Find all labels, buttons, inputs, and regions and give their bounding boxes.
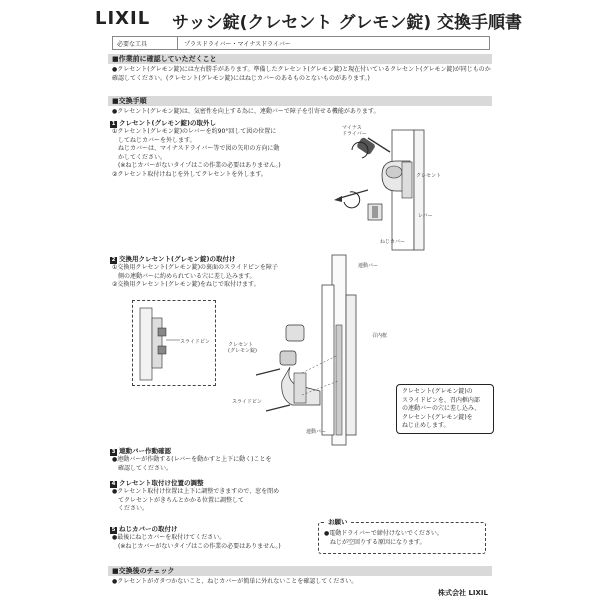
section-check-text: ●クレセントがガタつかないこと、ねじカバーが簡単に外れないことを確認してください。	[112, 578, 358, 585]
step5-number: 5	[111, 527, 116, 533]
step3-title-text: 連動バー作動確認	[119, 447, 171, 455]
footer-company: 株式会社 LIXIL	[438, 589, 488, 597]
step1-title	[110, 118, 216, 128]
tools-label: 必要な工具	[113, 37, 178, 49]
step1-number: 1	[111, 121, 116, 127]
step2-text: ①交換用クレセント(グレモン錠)の裏面のスライドピンを障子 側の連動バーに約められている穴に差し込みます。 ②交換用クレセント(グレモン錠)をねじで取付けます。	[112, 264, 278, 288]
tools-box	[112, 36, 490, 50]
lixil-logo: LIXIL	[95, 8, 151, 29]
section-confirm-heading: ■作業前に確認していただくこと	[108, 54, 492, 64]
step1-illustration	[330, 120, 480, 250]
label-minus-driver: マイナス ドライバー	[342, 125, 367, 137]
step5-title	[110, 524, 178, 534]
step4-number: 4	[111, 481, 116, 487]
section-confirm-text: ●クレセント(グレモン錠)には左右勝手があります。準備したクレセント(グレモン錠)と現在付いているクレセント(グレモン錠)が同じものか確認してください。(クレセント(グレモン錠)にはねじカバーのあるものとないものがあります。)	[112, 66, 491, 82]
label-crescent-1: クレセント	[416, 173, 442, 179]
label-lever: レバー	[418, 213, 433, 219]
step5-title-text: ねじカバーの取付け	[119, 525, 178, 533]
step3-text: ●連動バーが作動する(レバーを動かすと上下に動く)ことを 確認してください。	[112, 456, 272, 472]
step2-title-text: 交換用クレセント(グレモン錠)の取付け	[119, 255, 236, 263]
label-slide-pin-b: スライドピン	[232, 399, 262, 405]
notice-title: お願い	[328, 518, 348, 526]
label-interlock-bar-top: 連動バー	[358, 263, 379, 269]
step2-title	[110, 254, 235, 264]
step1-title-text: クレセント(グレモン錠)の取外し	[119, 119, 216, 127]
tools-value: プラスドライバー・マイナスドライバー	[184, 40, 291, 48]
section-procedure-heading: ■交換手順	[108, 96, 492, 106]
label-frame-inner: 召内框	[372, 333, 388, 339]
step5-text: ●最後にねじカバーを取付けてください。 (※ねじカバーがないタイプはこの作業の必要はありません。)	[112, 534, 281, 550]
step2-callout: クレセント(グレモン錠)の スライドピンを、召内框内部 の連動バーの穴に差し込み、 クレセント(グレモン錠)を ねじ止めします。	[396, 384, 494, 434]
step2-number: 2	[111, 257, 116, 263]
step4-text: ●クレセント取付け位置は上下に調整できますので、窓を閉め てクレセントがきちんとかかる位置に調整して ください。	[112, 488, 280, 512]
label-crescent-2: クレセント (グレモン錠)	[228, 342, 257, 354]
section-check-heading: ■交換後のチェック	[108, 566, 492, 576]
step2-illustration	[250, 255, 390, 445]
label-interlock-bar-bottom: 連動バー	[306, 429, 327, 435]
page-title: サッシ錠(クレセント グレモン錠) 交換手順書	[172, 13, 523, 33]
step3-title	[110, 446, 171, 456]
notice-text: ●電動ドライバーで締付けないでください。 ねじが空回りする原因になります。	[324, 530, 443, 546]
step4-title-text: クレセント取付け位置の調整	[119, 479, 204, 487]
step4-title	[110, 478, 204, 488]
step1-text: ①クレセント(グレモン錠)のレバーを約90°回して図の位置に してねじカバーを外します。 ねじカバーは、マイナスドライバー等で図の矢印の方向に動 かしてください。 (※ねじカバーがないタイプはこの作業の必要はありません。) ②クレセント取付けねじを外してクレセントを外します。	[112, 128, 281, 178]
step3-number: 3	[111, 449, 116, 455]
label-slide-pin-a: スライドピン	[180, 339, 210, 345]
section-procedure-intro: ●クレセント(グレモン錠)は、気密性を向上する為に、連動バーで障子を引寄せる機能があります。	[112, 108, 380, 115]
label-screw-cover: ねじカバー	[380, 239, 406, 245]
